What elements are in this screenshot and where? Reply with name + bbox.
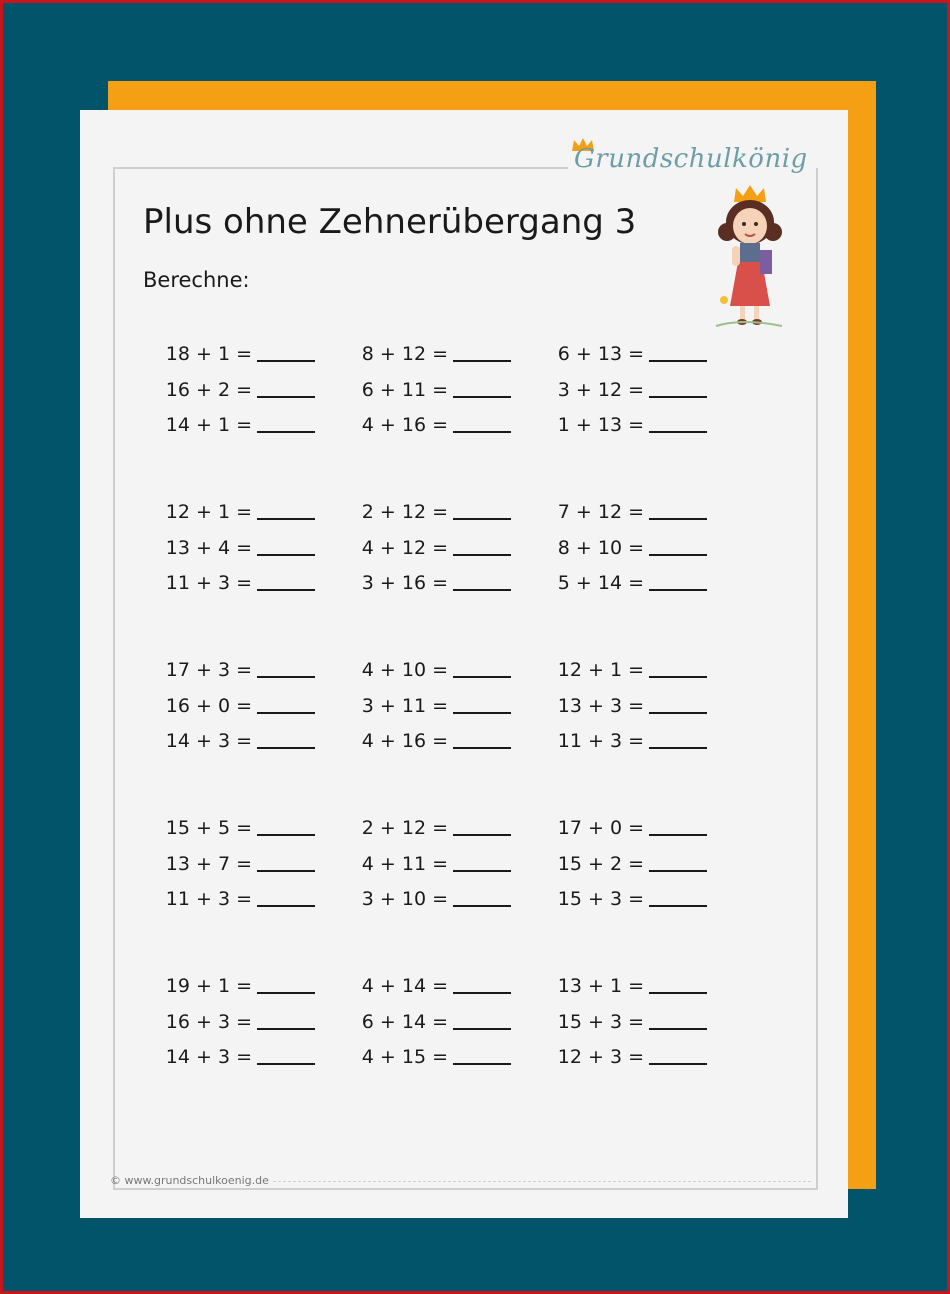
addition-task — [336, 853, 511, 875]
addition-task — [532, 695, 707, 717]
worksheet-page — [80, 110, 848, 1218]
addition-task — [140, 1046, 315, 1068]
answer-blank[interactable] — [453, 1028, 511, 1030]
addition-task — [140, 817, 315, 839]
addition-task — [140, 853, 315, 875]
task-expression: 11 + 3 = — [165, 888, 252, 910]
answer-blank[interactable] — [257, 431, 315, 433]
addition-task — [336, 537, 511, 559]
task-expression: 2 + 12 = — [361, 817, 448, 839]
task-expression: 4 + 10 = — [361, 659, 448, 681]
addition-task — [532, 1011, 707, 1033]
task-expression: 16 + 3 = — [165, 1010, 252, 1033]
answer-blank[interactable] — [649, 712, 707, 714]
task-expression: 4 + 16 = — [361, 414, 448, 436]
addition-task — [532, 975, 707, 997]
answer-blank[interactable] — [257, 712, 315, 714]
task-expression: 15 + 5 = — [165, 817, 252, 839]
task-expression: 18 + 1 = — [165, 343, 252, 365]
addition-task — [336, 975, 511, 997]
task-expression: 12 + 3 = — [557, 1046, 644, 1068]
answer-blank[interactable] — [257, 870, 315, 872]
answer-blank[interactable] — [649, 589, 707, 591]
addition-task — [140, 659, 315, 681]
task-expression: 1 + 13 = — [557, 414, 644, 436]
addition-task — [532, 537, 707, 559]
addition-task — [140, 379, 315, 401]
task-expression: 4 + 12 = — [361, 536, 448, 559]
task-expression: 8 + 10 = — [557, 536, 644, 559]
task-expression: 14 + 1 = — [165, 414, 252, 436]
addition-task — [532, 379, 707, 401]
addition-task — [532, 1046, 707, 1068]
addition-task — [140, 343, 315, 365]
answer-blank[interactable] — [257, 518, 315, 520]
answer-blank[interactable] — [453, 431, 511, 433]
answer-blank[interactable] — [257, 1028, 315, 1030]
addition-task — [532, 817, 707, 839]
addition-task — [140, 572, 315, 594]
addition-task — [336, 343, 511, 365]
answer-blank[interactable] — [453, 518, 511, 520]
addition-task — [336, 888, 511, 910]
answer-blank[interactable] — [257, 589, 315, 591]
addition-task — [140, 975, 315, 997]
task-expression: 7 + 12 = — [557, 501, 644, 523]
addition-task — [532, 414, 707, 436]
task-expression: 3 + 10 = — [361, 888, 448, 910]
task-expression: 19 + 1 = — [165, 975, 252, 997]
answer-blank[interactable] — [453, 992, 511, 994]
addition-task — [140, 1011, 315, 1033]
task-expression: 13 + 3 = — [557, 694, 644, 717]
task-expression: 13 + 1 = — [557, 975, 644, 997]
task-expression: 3 + 11 = — [361, 694, 448, 717]
answer-blank[interactable] — [649, 1028, 707, 1030]
task-expression: 14 + 3 = — [165, 730, 252, 752]
answer-blank[interactable] — [453, 1063, 511, 1065]
task-expression: 5 + 14 = — [557, 572, 644, 594]
task-expression: 15 + 2 = — [557, 852, 644, 875]
addition-task — [336, 659, 511, 681]
answer-blank[interactable] — [257, 554, 315, 556]
footer-divider — [273, 1181, 811, 1182]
task-expression: 4 + 15 = — [361, 1046, 448, 1068]
addition-task — [336, 1011, 511, 1033]
answer-blank[interactable] — [649, 431, 707, 433]
addition-task — [140, 501, 315, 523]
answer-blank[interactable] — [257, 360, 315, 362]
instruction-text: Berechne: — [143, 268, 250, 292]
addition-task — [532, 501, 707, 523]
addition-task — [336, 695, 511, 717]
addition-task — [336, 379, 511, 401]
answer-blank[interactable] — [257, 834, 315, 836]
addition-task — [336, 730, 511, 752]
task-expression: 17 + 3 = — [165, 659, 252, 681]
task-expression: 4 + 16 = — [361, 730, 448, 752]
task-expression: 11 + 3 = — [165, 572, 252, 594]
addition-task — [140, 695, 315, 717]
task-expression: 12 + 1 = — [165, 501, 252, 523]
answer-blank[interactable] — [649, 870, 707, 872]
page-title: Plus ohne Zehnerübergang 3 — [143, 202, 637, 242]
answer-blank[interactable] — [649, 834, 707, 836]
answer-blank[interactable] — [649, 518, 707, 520]
answer-blank[interactable] — [257, 1063, 315, 1065]
addition-task — [336, 817, 511, 839]
answer-blank[interactable] — [649, 360, 707, 362]
task-expression: 3 + 12 = — [557, 378, 644, 401]
answer-blank[interactable] — [453, 589, 511, 591]
task-expression: 14 + 3 = — [165, 1046, 252, 1068]
answer-blank[interactable] — [649, 992, 707, 994]
task-expression: 2 + 12 = — [361, 501, 448, 523]
task-expression: 13 + 4 = — [165, 536, 252, 559]
answer-blank[interactable] — [257, 396, 315, 398]
task-expression: 4 + 11 = — [361, 852, 448, 875]
task-expression: 8 + 12 = — [361, 343, 448, 365]
addition-task — [336, 1046, 511, 1068]
brand-logo: Grundschulkönig — [574, 144, 808, 174]
task-expression: 6 + 14 = — [361, 1010, 448, 1033]
answer-blank[interactable] — [257, 676, 315, 678]
task-expression: 11 + 3 = — [557, 730, 644, 752]
answer-blank[interactable] — [453, 396, 511, 398]
answer-blank[interactable] — [257, 992, 315, 994]
answer-blank[interactable] — [453, 360, 511, 362]
task-expression: 16 + 0 = — [165, 694, 252, 717]
answer-blank[interactable] — [649, 905, 707, 907]
addition-task — [532, 888, 707, 910]
task-expression: 15 + 3 = — [557, 1010, 644, 1033]
task-expression: 12 + 1 = — [557, 659, 644, 681]
addition-task — [532, 343, 707, 365]
answer-blank[interactable] — [453, 676, 511, 678]
addition-task — [336, 414, 511, 436]
addition-task — [336, 572, 511, 594]
task-expression: 15 + 3 = — [557, 888, 644, 910]
answer-blank[interactable] — [649, 747, 707, 749]
task-expression: 16 + 2 = — [165, 378, 252, 401]
answer-blank[interactable] — [453, 905, 511, 907]
answer-blank[interactable] — [453, 712, 511, 714]
answer-blank[interactable] — [453, 747, 511, 749]
answer-blank[interactable] — [649, 396, 707, 398]
girl-illustration — [712, 180, 792, 330]
task-expression: 3 + 16 = — [361, 572, 448, 594]
task-expression: 6 + 13 = — [557, 343, 644, 365]
answer-blank[interactable] — [649, 554, 707, 556]
answer-blank[interactable] — [453, 870, 511, 872]
answer-blank[interactable] — [453, 554, 511, 556]
addition-task — [532, 572, 707, 594]
answer-blank[interactable] — [257, 905, 315, 907]
addition-task — [140, 414, 315, 436]
answer-blank[interactable] — [453, 834, 511, 836]
addition-task — [532, 659, 707, 681]
addition-task — [336, 501, 511, 523]
addition-task — [532, 730, 707, 752]
answer-blank[interactable] — [649, 676, 707, 678]
answer-blank[interactable] — [649, 1063, 707, 1065]
task-expression: 6 + 11 = — [361, 378, 448, 401]
footer-copyright: © www.grundschulkoenig.de — [110, 1174, 269, 1187]
addition-task — [140, 537, 315, 559]
task-expression: 17 + 0 = — [557, 817, 644, 839]
addition-task — [532, 853, 707, 875]
answer-blank[interactable] — [257, 747, 315, 749]
addition-task — [140, 888, 315, 910]
addition-task — [140, 730, 315, 752]
task-expression: 4 + 14 = — [361, 975, 448, 997]
task-expression: 13 + 7 = — [165, 852, 252, 875]
